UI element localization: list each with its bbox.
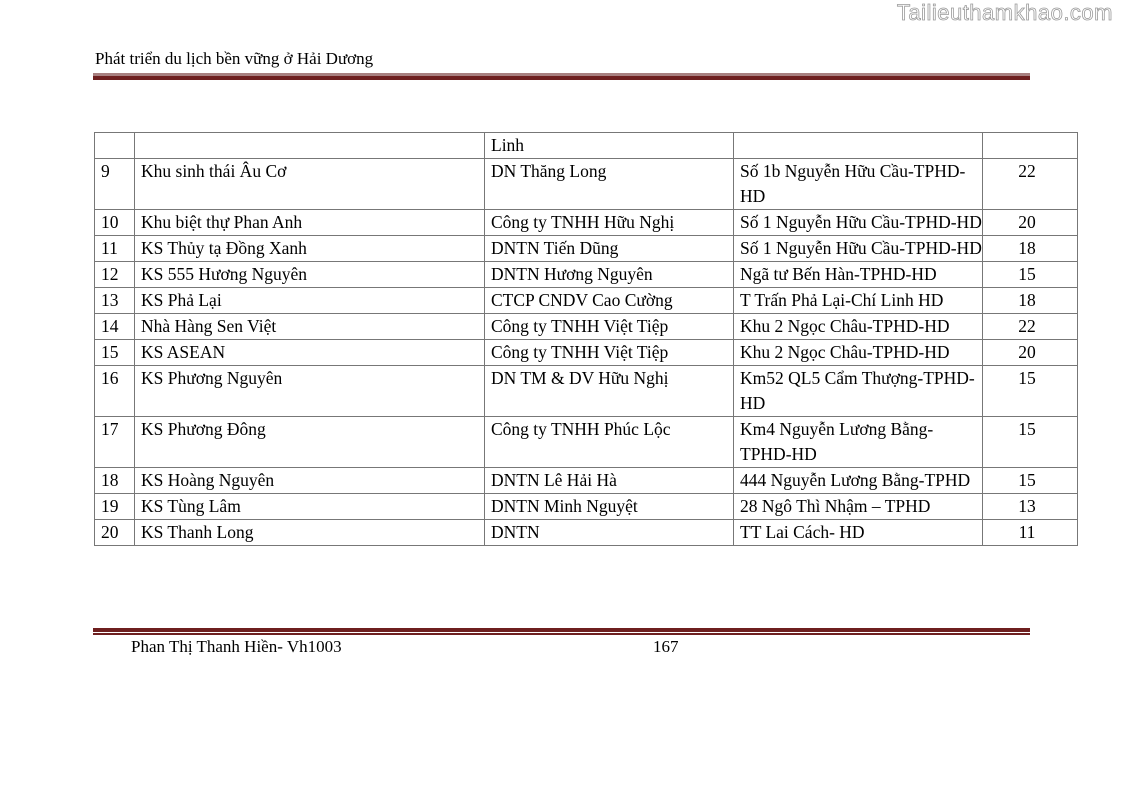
cell-name: KS Phương Nguyên	[135, 366, 485, 417]
cell-owner: DNTN	[485, 520, 734, 546]
table-row	[95, 468, 1078, 494]
table-row	[95, 494, 1078, 520]
cell-rooms: 15	[983, 468, 1078, 494]
cell-owner: Linh	[485, 133, 734, 159]
cell-name: Nhà Hàng Sen Việt	[135, 314, 485, 340]
cell-name: KS Tùng Lâm	[135, 494, 485, 520]
cell-rooms: 22	[983, 314, 1078, 340]
cell-name	[135, 133, 485, 159]
table-row	[95, 520, 1078, 546]
table-row	[95, 288, 1078, 314]
cell-number: 11	[95, 236, 135, 262]
table-row	[95, 417, 1078, 468]
cell-number: 14	[95, 314, 135, 340]
cell-address: Số 1 Nguyễn Hữu Cầu-TPHD-HD	[734, 210, 983, 236]
cell-address: Số 1b Nguyễn Hữu Cầu-TPHD-HD	[734, 159, 983, 210]
cell-rooms	[983, 133, 1078, 159]
cell-rooms: 11	[983, 520, 1078, 546]
cell-number: 15	[95, 340, 135, 366]
cell-address: T Trấn Phả Lại-Chí Linh HD	[734, 288, 983, 314]
table-row	[95, 133, 1078, 159]
table-row	[95, 262, 1078, 288]
cell-owner: DN TM & DV Hữu Nghị	[485, 366, 734, 417]
cell-name: KS Hoàng Nguyên	[135, 468, 485, 494]
table-row	[95, 159, 1078, 210]
cell-number: 16	[95, 366, 135, 417]
cell-owner: Công ty TNHH Hữu Nghị	[485, 210, 734, 236]
cell-rooms: 20	[983, 210, 1078, 236]
cell-rooms: 22	[983, 159, 1078, 210]
cell-rooms: 15	[983, 366, 1078, 417]
footer-rule-thick	[93, 628, 1030, 632]
cell-number: 13	[95, 288, 135, 314]
cell-rooms: 15	[983, 417, 1078, 468]
hotel-table	[94, 132, 1078, 546]
running-header-title: Phát triển du lịch bền vững ở Hải Dương	[95, 49, 374, 68]
footer-rule-thin	[93, 633, 1030, 635]
cell-address	[734, 133, 983, 159]
cell-owner: CTCP CNDV Cao Cường	[485, 288, 734, 314]
cell-number: 20	[95, 520, 135, 546]
footer-author: Phan Thị Thanh Hiền- Vh1003	[131, 637, 342, 656]
cell-address: Số 1 Nguyễn Hữu Cầu-TPHD-HD	[734, 236, 983, 262]
cell-name: KS Thanh Long	[135, 520, 485, 546]
cell-owner: Công ty TNHH Phúc Lộc	[485, 417, 734, 468]
table-row	[95, 366, 1078, 417]
cell-number: 9	[95, 159, 135, 210]
cell-owner: DNTN Hương Nguyên	[485, 262, 734, 288]
cell-number	[95, 133, 135, 159]
page-number: 167	[653, 637, 679, 656]
cell-rooms: 20	[983, 340, 1078, 366]
cell-owner: DNTN Lê Hải Hà	[485, 468, 734, 494]
cell-name: KS Phương Đông	[135, 417, 485, 468]
watermark: Tailieuthamkhao.com	[896, 0, 1113, 25]
cell-name: KS Thủy tạ Đồng Xanh	[135, 236, 485, 262]
table-row	[95, 236, 1078, 262]
table-row	[95, 314, 1078, 340]
cell-number: 10	[95, 210, 135, 236]
cell-owner: Công ty TNHH Việt Tiệp	[485, 340, 734, 366]
cell-rooms: 13	[983, 494, 1078, 520]
table-row	[95, 210, 1078, 236]
cell-name: KS Phả Lại	[135, 288, 485, 314]
cell-name: KS 555 Hương Nguyên	[135, 262, 485, 288]
cell-name: Khu biệt thự Phan Anh	[135, 210, 485, 236]
cell-number: 19	[95, 494, 135, 520]
cell-owner: DNTN Minh Nguyệt	[485, 494, 734, 520]
cell-address: Km4 Nguyễn Lương Bằng-TPHD-HD	[734, 417, 983, 468]
cell-rooms: 15	[983, 262, 1078, 288]
table-row	[95, 340, 1078, 366]
cell-owner: DN Thăng Long	[485, 159, 734, 210]
cell-address: Ngã tư Bến Hàn-TPHD-HD	[734, 262, 983, 288]
cell-name: Khu sinh thái Âu Cơ	[135, 159, 485, 210]
cell-owner: DNTN Tiến Dũng	[485, 236, 734, 262]
cell-rooms: 18	[983, 288, 1078, 314]
cell-address: Khu 2 Ngọc Châu-TPHD-HD	[734, 340, 983, 366]
cell-address: 28 Ngô Thì Nhậm – TPHD	[734, 494, 983, 520]
cell-name: KS ASEAN	[135, 340, 485, 366]
cell-number: 17	[95, 417, 135, 468]
header-rule-thick	[93, 76, 1030, 80]
cell-number: 18	[95, 468, 135, 494]
cell-address: TT Lai Cách- HD	[734, 520, 983, 546]
cell-address: Km52 QL5 Cẩm Thượng-TPHD-HD	[734, 366, 983, 417]
cell-owner: Công ty TNHH Việt Tiệp	[485, 314, 734, 340]
cell-number: 12	[95, 262, 135, 288]
cell-address: 444 Nguyễn Lương Bằng-TPHD	[734, 468, 983, 494]
cell-rooms: 18	[983, 236, 1078, 262]
cell-address: Khu 2 Ngọc Châu-TPHD-HD	[734, 314, 983, 340]
